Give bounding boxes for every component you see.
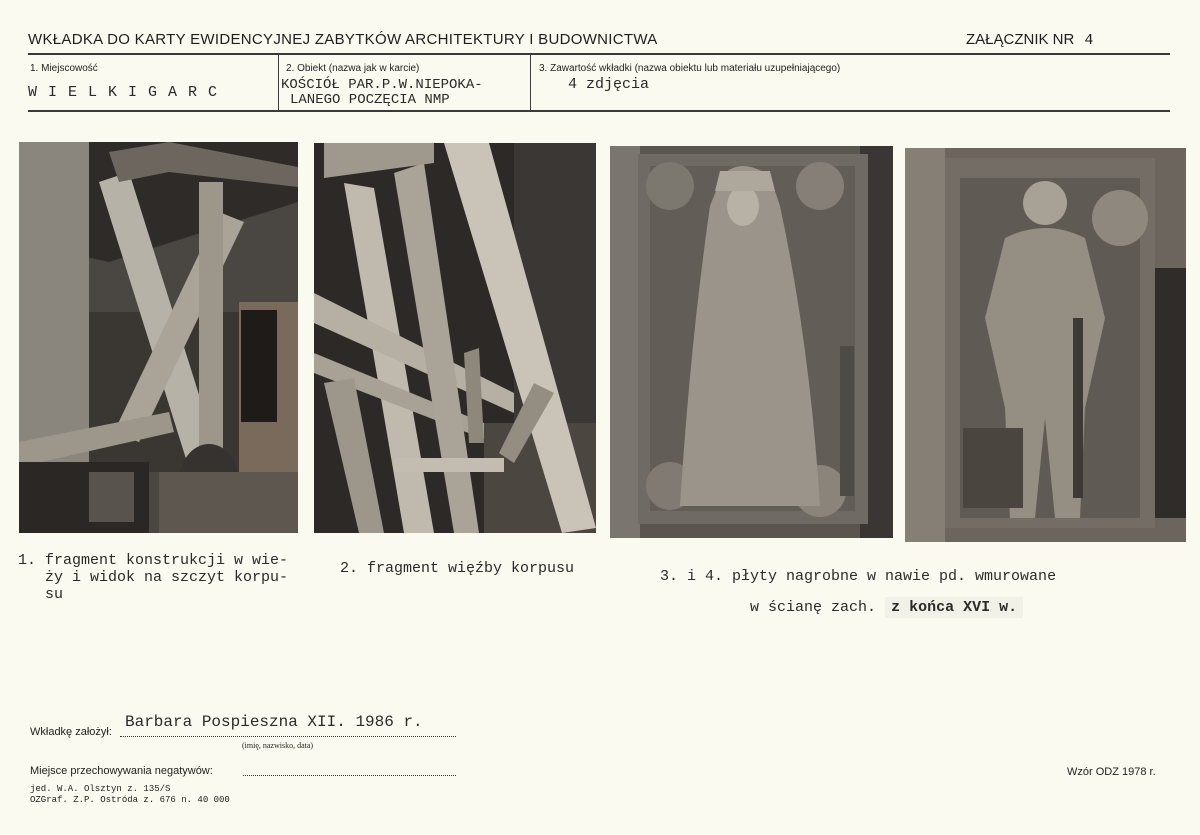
negatives-dotted-line	[243, 775, 456, 776]
caption-3-line2	[660, 587, 1023, 615]
annex-label-text: ZAŁĄCZNIK NR	[966, 31, 1075, 48]
field-divider-2	[530, 55, 531, 110]
caption-3-line1: 3. i 4. płyty nagrobne w nawie pd. wmurowane	[660, 568, 1057, 585]
object-label: 2. Obiekt (nazwa jak w karcie)	[286, 63, 420, 74]
fields-bottom-rule	[28, 110, 1170, 112]
caption-3-date: z końca XVI w.	[885, 597, 1023, 618]
author-value: Barbara Pospieszna XII. 1986 r.	[125, 713, 423, 731]
caption-3-line2-text: w ścianę zach.	[678, 599, 877, 616]
photo-1-tower-structure	[19, 142, 298, 533]
negatives-label: Miejsce przechowywania negatywów:	[30, 765, 213, 777]
caption-1-line1: 1. fragment konstrukcji w wie-	[18, 552, 289, 569]
caption-2: 2. fragment więźby korpusu	[340, 560, 575, 577]
field-divider-1	[278, 55, 279, 110]
author-label: Wkładkę założył:	[30, 726, 112, 738]
tombstone-woman-image	[610, 146, 893, 538]
print-line2: OZGraf. Z.P. Ostróda z. 676 n. 40 000	[30, 795, 230, 805]
photo-4-tombstone-knight	[905, 148, 1186, 542]
object-value-line2: LANEGO POCZĘCIA NMP	[290, 92, 450, 108]
caption-1-line2: ży i widok na szczyt korpu-	[18, 569, 289, 586]
form-template-label: Wzór ODZ 1978 r.	[1067, 766, 1156, 778]
tower-structure-image	[19, 142, 298, 533]
print-line1: jed. W.A. Olsztyn z. 135/S	[30, 784, 171, 794]
annex-label	[966, 31, 1093, 49]
locality-value: W I E L K I G A R C	[28, 84, 219, 101]
object-value-line1: KOŚCIÓŁ PAR.P.W.NIEPOKA-	[281, 77, 483, 93]
form-title: WKŁADKA DO KARTY EWIDENCYJNEJ ZABYTKÓW ARCHITEKTURY I BUDOWNICTWA	[28, 31, 658, 48]
tombstone-knight-image	[905, 148, 1186, 542]
photo-2-roof-truss	[314, 143, 596, 533]
annex-number: 4	[1084, 32, 1094, 49]
locality-label: 1. Miejscowość	[30, 63, 98, 74]
author-hint: (imię, nazwisko, data)	[242, 741, 314, 750]
photo-3-tombstone-woman	[610, 146, 893, 538]
content-label: 3. Zawartość wkładki (nazwa obiektu lub materiału uzupełniającego)	[539, 63, 841, 74]
author-dotted-line	[120, 736, 456, 737]
roof-truss-image	[314, 143, 596, 533]
content-value: 4 zdjęcia	[568, 76, 650, 93]
caption-1-line3: su	[18, 586, 64, 603]
top-rule	[28, 53, 1170, 55]
